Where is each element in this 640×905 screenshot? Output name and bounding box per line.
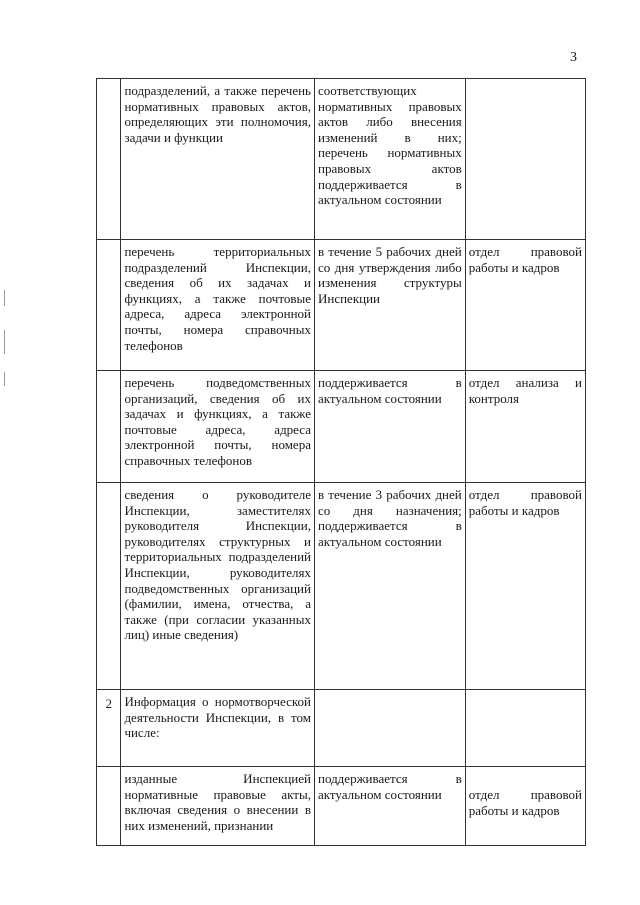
table-row <box>97 767 586 846</box>
responsible-cell <box>465 690 585 767</box>
margin-mark <box>4 290 5 306</box>
responsible-cell: отдел правовой работы и кадров <box>465 240 585 371</box>
row-number <box>97 371 121 483</box>
table-row <box>97 240 586 371</box>
responsible-cell: отдел правовой работы и кадров <box>465 483 585 690</box>
term-cell: в течение 5 рабочих дней со дня утверждения либо изменения структуры Инспекции <box>314 240 465 371</box>
responsible-cell: отдел анализа и контроля <box>465 371 585 483</box>
margin-mark <box>4 330 5 354</box>
term-cell: соответствующих нормативных правовых актов либо внесения изменений в них; перечень нормативных правовых актов поддерживается в актуальном состоянии <box>314 79 465 240</box>
term-cell: поддерживается в актуальном состоянии <box>314 371 465 483</box>
information-cell: изданные Инспекцией нормативные правовые акты, включая сведения о внесении в них изменений, признании <box>121 767 315 846</box>
responsible-cell <box>465 79 585 240</box>
information-cell: Информация о нормотворческой деятельности Инспекции, в том числе: <box>121 690 315 767</box>
information-cell: подразделений, а также перечень нормативных правовых актов, определяющих эти полномочия, задачи и функции <box>121 79 315 240</box>
row-number <box>97 767 121 846</box>
row-number: 2 <box>97 690 121 767</box>
information-cell: перечень подведомственных организаций, сведения об их задачах и функциях, а также почтовые адреса, адреса электронной почты, номера справочных телефонов <box>121 371 315 483</box>
information-cell: перечень территориальных подразделений Инспекции, сведения об их задачах и функциях, а также почтовые адреса, адреса электронной почты, номера справочных телефонов <box>121 240 315 371</box>
term-cell <box>314 690 465 767</box>
page-number: 3 <box>570 50 577 65</box>
table-row <box>97 690 586 767</box>
margin-mark <box>4 372 5 386</box>
information-table <box>96 78 586 846</box>
information-cell: сведения о руководителе Инспекции, заместителях руководителя Инспекции, руководителях структурных и территориальных подразделений Инспекции, руководителях подведомственных организаций (фамилии, имена, отчества, а также (при согласии указанных лиц) иные сведения) <box>121 483 315 690</box>
table-row <box>97 79 586 240</box>
term-cell: в течение 3 рабочих дней со дня назначения; поддерживается в актуальном состоянии <box>314 483 465 690</box>
table-row <box>97 483 586 690</box>
term-cell: поддерживается в актуальном состоянии <box>314 767 465 846</box>
table-row <box>97 371 586 483</box>
row-number <box>97 240 121 371</box>
row-number <box>97 483 121 690</box>
row-number <box>97 79 121 240</box>
responsible-cell: отдел правовой работы и кадров <box>465 767 585 846</box>
